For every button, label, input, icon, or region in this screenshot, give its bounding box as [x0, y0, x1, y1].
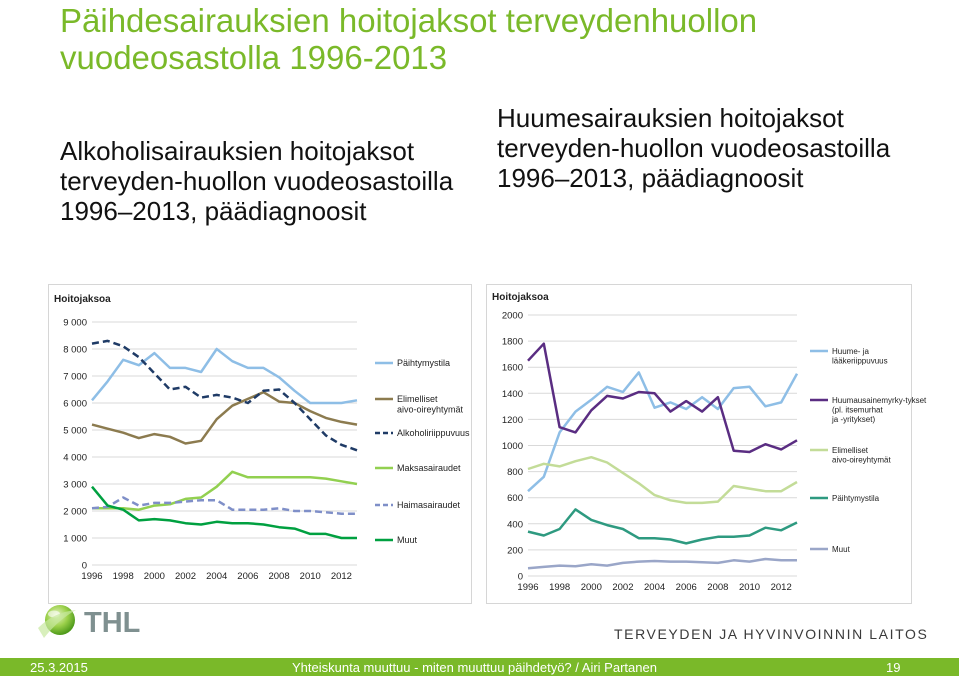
alcohol-chart — [48, 284, 472, 604]
drug-chart-y-tick-label: 0 — [517, 571, 523, 583]
alcohol-chart-y-axis-label: Hoitojaksoa — [54, 294, 111, 305]
drug-chart-y-axis-label: Hoitojaksoa — [492, 292, 549, 303]
alcohol-chart-legend-label: Päihtymystila — [397, 358, 451, 368]
drug-chart-y-tick-label: 1200 — [501, 414, 523, 426]
left-chart-heading: Alkoholisairauksien hoitojaksot terveyden-huollon vuodeosastoilla 1996–2013, päädiagnoosit — [60, 136, 454, 226]
drug-chart-y-tick-label: 600 — [507, 493, 523, 505]
alcohol-chart-y-tick-label: 5 000 — [63, 425, 87, 437]
alcohol-chart-x-tick-label: 1998 — [112, 571, 134, 582]
drug-chart-x-tick-label: 2006 — [675, 582, 697, 593]
drug-chart-y-tick-label: 800 — [507, 467, 523, 479]
alcohol-chart-x-tick-label: 2012 — [330, 571, 352, 582]
footer-date: 25.3.2015 — [30, 660, 88, 675]
drug-chart-legend-label: Huumausainemyrky-tykset (pl. itsemurhat ja -yritykset) — [832, 396, 927, 424]
drug-chart-x-tick-label: 1998 — [549, 582, 571, 593]
alcohol-chart-x-tick-label: 2002 — [174, 571, 197, 582]
thl-logo-graphic — [32, 598, 167, 642]
alcohol-chart-x-tick-label: 2006 — [237, 571, 259, 582]
drug-chart-series-line — [528, 457, 797, 503]
alcohol-chart-legend-label: Maksasairaudet — [397, 463, 461, 473]
organization-name: TERVEYDEN JA HYVINVOINNIN LAITOS — [614, 626, 929, 642]
drug-chart-series-line — [528, 509, 797, 543]
alcohol-chart-x-tick-label: 2004 — [206, 571, 228, 582]
alcohol-chart-y-tick-label: 7 000 — [63, 371, 87, 383]
logo-text: THL — [84, 607, 141, 639]
drug-chart-y-tick-label: 2000 — [501, 310, 523, 322]
drug-chart-y-tick-label: 400 — [507, 519, 523, 531]
alcohol-chart-legend-label: Elimelliset aivo-oireyhtymät — [397, 394, 464, 415]
drug-chart-series-line — [528, 344, 797, 452]
alcohol-chart-y-tick-label: 3 000 — [63, 479, 87, 491]
drug-chart-legend-label: Huume- ja lääkeriippuvuus — [832, 347, 888, 366]
alcohol-chart-x-tick-label: 2010 — [299, 571, 321, 582]
drug-chart-y-tick-label: 200 — [507, 545, 523, 557]
alcohol-chart-y-tick-label: 6 000 — [63, 398, 87, 410]
alcohol-chart-y-tick-label: 2 000 — [63, 506, 87, 518]
footer-bar — [0, 658, 959, 676]
drug-chart-x-tick-label: 2008 — [707, 582, 729, 593]
alcohol-chart-x-tick-label: 2000 — [143, 571, 165, 582]
alcohol-chart-legend-label: Alkoholiriippuvuus — [397, 428, 470, 438]
page-title: Päihdesairauksien hoitojaksot terveydenhuollon vuodeosastolla 1996-2013 — [60, 2, 758, 76]
drug-chart-legend-label: Muut — [832, 545, 850, 554]
drug-chart-x-tick-label: 2010 — [738, 582, 761, 593]
drug-chart-y-tick-label: 1800 — [501, 336, 523, 348]
alcohol-chart-series-line — [92, 341, 357, 450]
drug-chart — [486, 284, 927, 604]
alcohol-chart-x-tick-label: 1996 — [81, 571, 103, 582]
footer-text: Yhteiskunta muuttuu - miten muuttuu päihdetyö? / Airi Partanen — [292, 660, 657, 675]
page-number: 19 — [886, 660, 901, 675]
alcohol-chart-y-tick-label: 0 — [81, 560, 87, 572]
drug-chart-x-tick-label: 1996 — [517, 582, 539, 593]
drug-chart-x-tick-label: 2004 — [644, 582, 666, 593]
drug-chart-y-tick-label: 1000 — [501, 441, 523, 452]
drug-chart-y-tick-label: 1600 — [501, 362, 523, 374]
drug-chart-svg — [487, 285, 927, 605]
alcohol-chart-svg — [49, 285, 473, 605]
thl-logo — [32, 598, 167, 642]
drug-chart-x-tick-label: 2000 — [580, 582, 602, 593]
alcohol-chart-x-tick-label: 2008 — [268, 571, 290, 582]
drug-chart-x-tick-label: 2002 — [612, 582, 634, 593]
drug-chart-series-line — [528, 372, 797, 491]
alcohol-chart-y-tick-label: 1 000 — [63, 533, 87, 545]
alcohol-chart-legend-label: Muut — [397, 535, 418, 545]
drug-chart-legend-label: Elimelliset aivo-oireyhtymät — [832, 446, 891, 465]
alcohol-chart-legend-label: Haimasairaudet — [397, 500, 461, 510]
drug-chart-legend-label: Päihtymystila — [832, 494, 880, 503]
alcohol-chart-y-tick-label: 8 000 — [63, 344, 87, 356]
alcohol-chart-y-tick-label: 4 000 — [63, 452, 87, 464]
alcohol-chart-y-tick-label: 9 000 — [63, 317, 87, 329]
drug-chart-x-tick-label: 2012 — [770, 582, 792, 593]
alcohol-chart-series-line — [92, 392, 357, 443]
drug-chart-y-tick-label: 1400 — [501, 388, 523, 400]
drug-chart-series-line — [528, 559, 797, 568]
right-chart-heading: Huumesairauksien hoitojaksot terveyden-huollon vuodeosastoilla 1996–2013, päädiagnoosit — [497, 103, 891, 193]
